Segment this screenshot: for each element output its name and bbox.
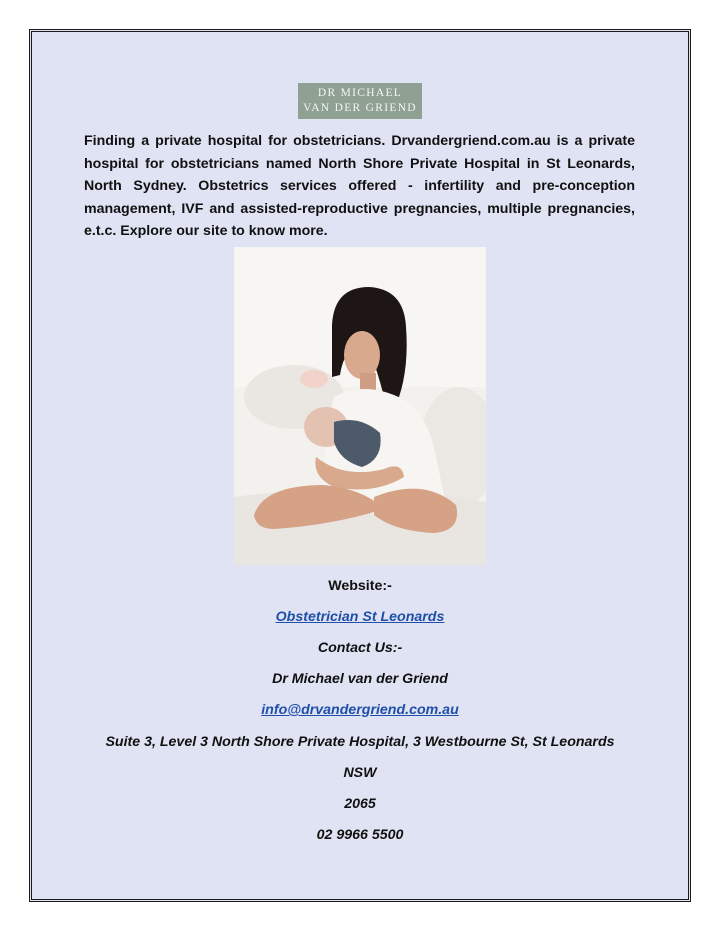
mother-baby-photo [234,247,486,565]
phone-line: 02 9966 5500 [316,827,404,843]
logo [298,83,422,119]
address-line: Suite 3, Level 3 North Shore Private Hospital, 3 Westbourne St, St Leonards [105,734,615,750]
email-link[interactable]: info@drvandergriend.com.au [261,702,459,718]
contact-name: Dr Michael van der Griend [272,671,448,687]
contact-label: Contact Us:- [317,640,403,656]
intro-paragraph: Finding a private hospital for obstetricians. Drvandergriend.com.au is a private hospital for obstetricians named North Shore Private Hospital in St Leonards, North Sydney. Obstetrics services offered - infertility and pre-conception management, IVF and assisted-reproductive pregnancies, multiple pregnancies, e.t.c. Explore our site to know more. [84,133,635,240]
website-label: Website:- [328,578,392,594]
state-line: NSW [343,765,377,781]
logo-line-2: VAN DER GRIEND [303,102,417,114]
logo-line-1: DR MICHAEL [317,87,403,99]
website-link[interactable]: Obstetrician St Leonards [275,609,445,625]
postcode-line: 2065 [344,796,376,812]
